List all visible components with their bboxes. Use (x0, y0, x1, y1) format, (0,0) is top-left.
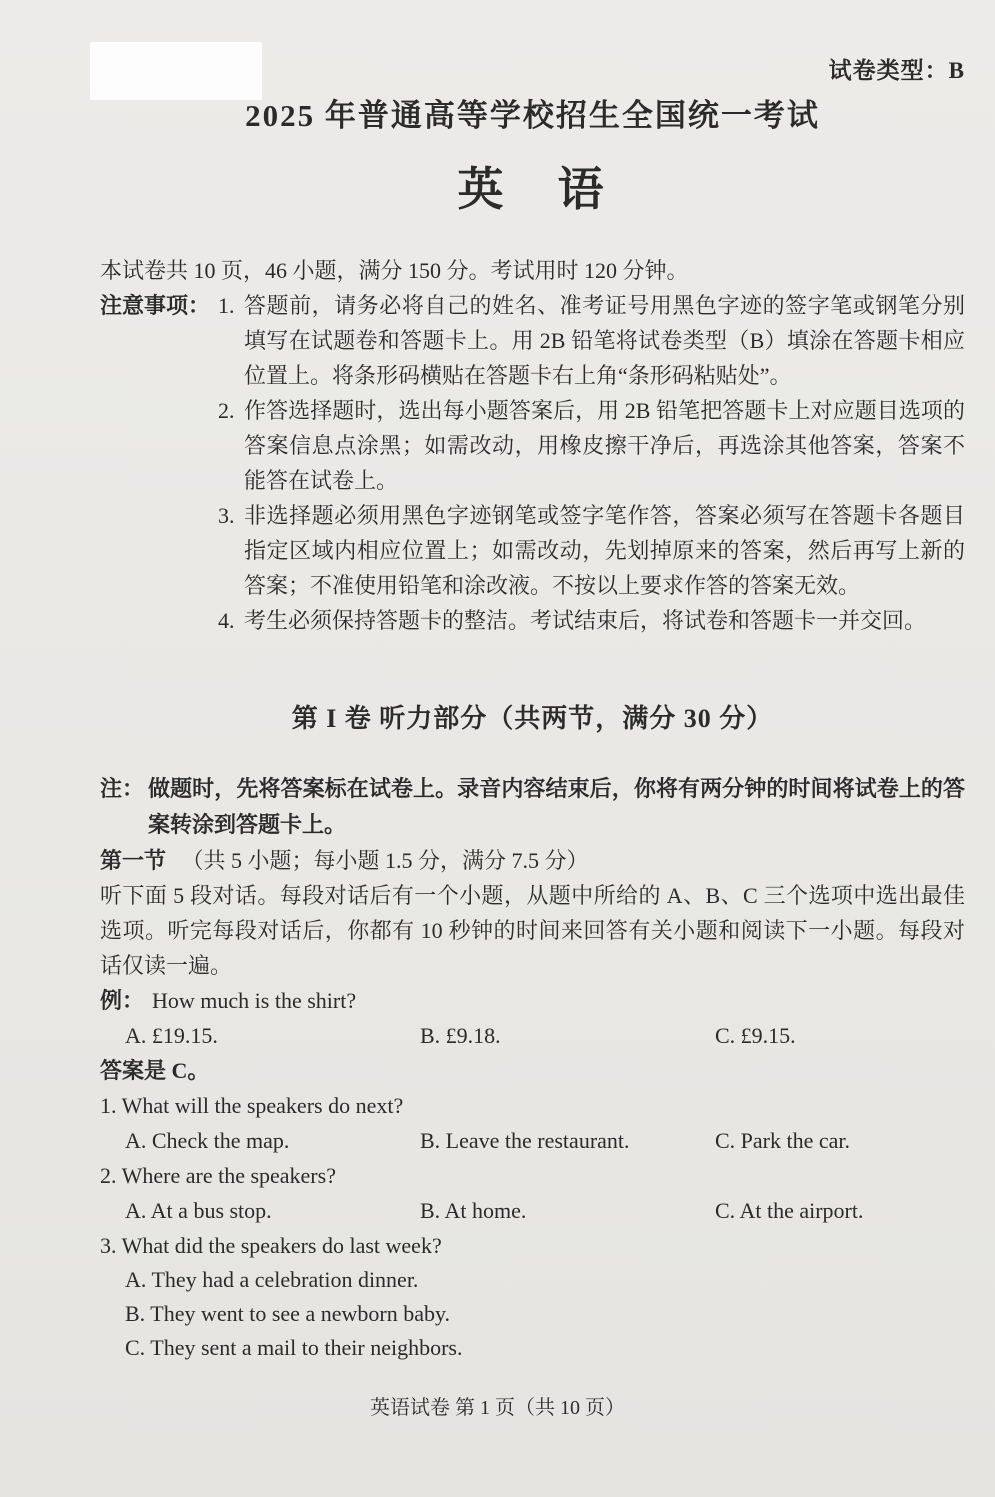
example-answer: 答案是 C。 (100, 1058, 210, 1083)
notices-list (218, 288, 965, 638)
option-a: A. £19.15. (125, 1023, 218, 1048)
notice-item (218, 288, 965, 393)
part1-heading (100, 843, 965, 878)
notices-label: 注意事项： (100, 293, 211, 318)
option-c: C. At the airport. (715, 1198, 864, 1223)
example-question (100, 983, 965, 1018)
listening-note (100, 771, 965, 843)
notice-number: 2. (218, 398, 235, 423)
paper-summary: 本试卷共 10 页，46 小题，满分 150 分。考试用时 120 分钟。 (100, 258, 689, 283)
note-text: 做题时，先将答案标在试卷上。录音内容结束后，你将有两分钟的时间将试卷上的答案转涂到答题卡上。 (148, 776, 965, 837)
section1-header: 第 I 卷 听力部分（共两节，满分 30 分） (291, 704, 774, 733)
notices-block (100, 288, 965, 638)
note-label: 注： (100, 776, 145, 801)
subject-title: 英 语 (457, 164, 608, 215)
question-2: 2. Where are the speakers? (100, 1163, 336, 1188)
option-b: B. At home. (420, 1198, 527, 1223)
paper-type-label: 试卷类型：B (828, 58, 965, 83)
question-2-options (125, 1193, 965, 1228)
question-1-options (125, 1123, 965, 1158)
part1-heading-detail: （共 5 小题；每小题 1.5 分，满分 7.5 分） (181, 848, 589, 873)
question-3: 3. What did the speakers do last week? (100, 1233, 442, 1258)
exam-title: 2025 年普通高等学校招生全国统一考试 (245, 98, 820, 133)
example-question-text: How much is the shirt? (152, 988, 357, 1013)
part1-instructions: 听下面 5 段对话。每段对话后有一个小题，从题中所给的 A、B、C 三个选项中选出最佳选项。听完每段对话后，你都有 10 秒钟的时间来回答有关小题和阅读下一小题。每段对话仅读一遍。 (100, 883, 965, 978)
example-options (125, 1018, 965, 1053)
notice-number: 4. (218, 608, 235, 633)
notice-item (218, 603, 965, 638)
notice-text: 作答选择题时，选出每小题答案后，用 2B 铅笔把答题卡上对应题目选项的答案信息点涂黑；如需改动，用橡皮擦干净后，再选涂其他答案，答案不能答在试卷上。 (244, 398, 965, 493)
option-b: B. £9.18. (420, 1023, 501, 1048)
option-c: C. They sent a mail to their neighbors. (125, 1335, 463, 1360)
notice-item (218, 393, 965, 498)
option-b: B. Leave the restaurant. (420, 1128, 630, 1153)
notice-number: 1. (218, 293, 235, 318)
option-a: A. At a bus stop. (125, 1198, 272, 1223)
notice-item (218, 498, 965, 603)
question-3-options (125, 1263, 965, 1365)
part1-heading-label: 第一节 (100, 848, 167, 873)
option-a: A. They had a celebration dinner. (125, 1267, 419, 1292)
example-label: 例： (100, 988, 145, 1013)
question-1: 1. What will the speakers do next? (100, 1093, 404, 1118)
notice-text: 考生必须保持答题卡的整洁。考试结束后，将试卷和答题卡一并交回。 (244, 608, 927, 633)
page-footer: 英语试卷 第 1 页（共 10 页） (370, 1397, 625, 1419)
notice-number: 3. (218, 503, 235, 528)
option-a: A. Check the map. (125, 1128, 290, 1153)
notice-text: 非选择题必须用黑色字迹钢笔或签字笔作答，答案必须写在答题卡各题目指定区域内相应位置上；如需改动，先划掉原来的答案，然后再写上新的答案；不准使用铅笔和涂改液。不按以上要求作答的答案无效。 (244, 503, 965, 598)
option-c: C. £9.15. (715, 1023, 796, 1048)
notice-text: 答题前，请务必将自己的姓名、准考证号用黑色字迹的签字笔或钢笔分别填写在试题卷和答题卡上。用 2B 铅笔将试卷类型（B）填涂在答题卡相应位置上。将条形码横贴在答题卡右上角“条形码粘贴处”。 (244, 293, 965, 388)
option-b: B. They went to see a newborn baby. (125, 1301, 451, 1326)
option-c: C. Park the car. (715, 1128, 851, 1153)
page-content (0, 96, 995, 1365)
redaction-box (90, 42, 262, 100)
